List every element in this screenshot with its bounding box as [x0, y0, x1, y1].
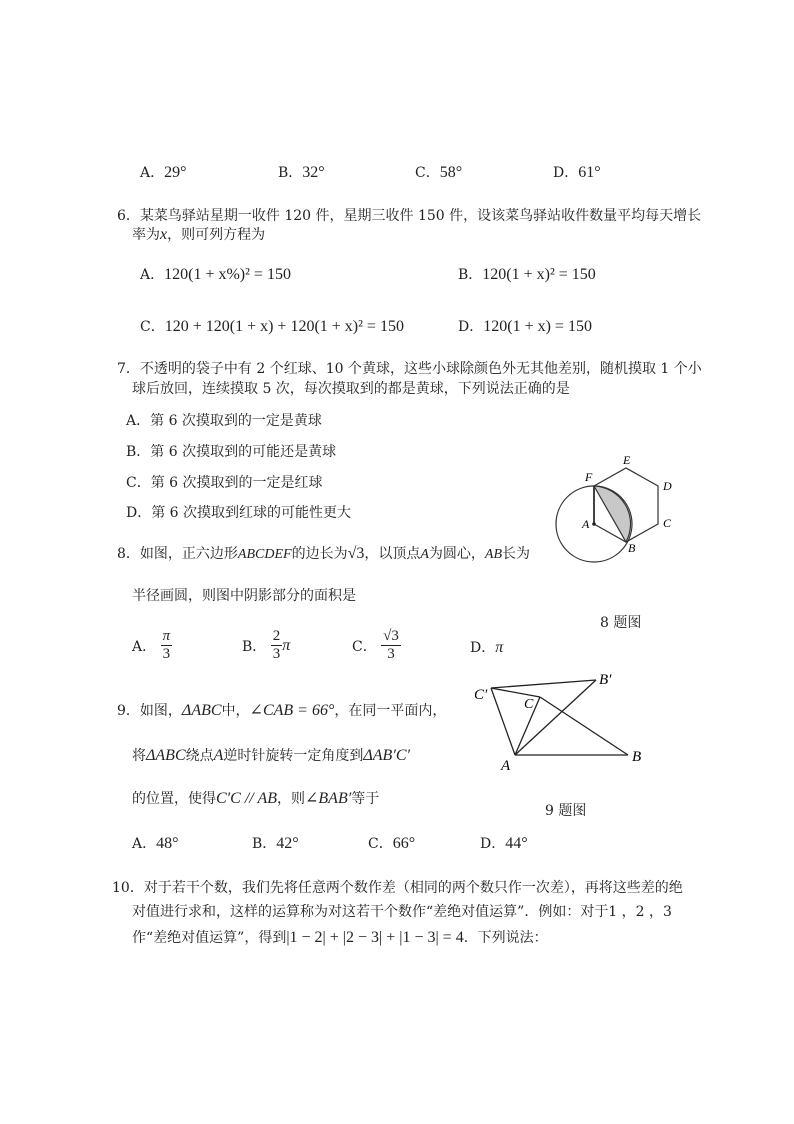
q9-segment-bc: [540, 697, 628, 755]
q8-option-d: D．π: [470, 639, 504, 656]
q6-stem-line2: 率为x，则可列方程为: [132, 226, 266, 243]
q9-stem-line2: 将ΔABC绕点A逆时针旋转一定角度到ΔAB′C′: [132, 747, 410, 764]
q8-stem-line1: 8．如图，正六边形ABCDEF的边长为√3，以顶点A为圆心，AB长为: [117, 545, 531, 562]
q8-label-c: C: [663, 516, 672, 530]
q8-option-b: B． $\frac{2}{3}$ π: [242, 628, 291, 663]
q6-option-c: C．120 + 120(1 + x) + 120(1 + x)² = 150: [140, 318, 404, 335]
q7-option-b: B．第 6 次摸取到的可能还是黄球: [126, 444, 337, 460]
q9-segment-abp: [515, 680, 596, 755]
q9-caption: 9 题图: [545, 803, 587, 819]
q7-option-c: C．第 6 次摸取到的一定是红球: [126, 475, 323, 491]
q5-option-b: B．32°: [278, 164, 325, 181]
q7-stem-line1: 7．不透明的袋子中有 2 个红球、10 个黄球，这些小球除颜色外无其他差别，随机摸取 1 个小: [117, 361, 702, 377]
q8-option-a: A． $\frac{\pi}{3}$: [132, 628, 171, 663]
q9-option-b: B．42°: [252, 835, 299, 852]
q7-stem-line2: 球后放回，连续摸取 5 次，每次摸取到的都是黄球，下列说法正确的是: [132, 381, 570, 397]
q9-label-cprime: C′: [474, 687, 488, 703]
q9-stem-line1: 9．如图，ΔABC中，∠CAB = 66°，在同一平面内，: [117, 702, 447, 719]
q8-label-a: A: [582, 517, 590, 531]
q8-label-e: E: [623, 453, 631, 467]
q8-caption: 8 题图: [600, 615, 642, 631]
q5-option-d: D．61°: [553, 164, 601, 181]
q8-label-d: D: [663, 479, 672, 493]
q6-stem-line1: 6．某菜鸟驿站星期一收件 120 件，星期三收件 150 件，设该菜鸟驿站收件数量平均每天增长: [117, 208, 702, 224]
q9-figure: [468, 668, 658, 780]
q9-label-c: C: [524, 697, 534, 712]
q6-option-a: A．120(1 + x%)² = 150: [140, 266, 291, 283]
q7-option-a: A．第 6 次摸取到的一定是黄球: [126, 413, 322, 429]
q9-stem-line3: 的位置，使得C′C // AB，则∠BAB′等于: [132, 790, 380, 807]
q10-stem-line2: 对值进行求和，这样的运算称为对这若干个数作“差绝对值运算”．例如：对于1 ，2 ，3: [132, 904, 672, 920]
q10-stem-line1: 10．对于若干个数，我们先将任意两个数作差（相同的两个数只作一次差），再将这些差的绝: [112, 880, 683, 896]
q7-option-d: D．第 6 次摸取到红球的可能性更大: [126, 505, 352, 521]
q10-stem-line3: 作“差绝对值运算”，得到|1 − 2| + |2 − 3| + |1 − 3| = 4．下列说法：: [132, 929, 548, 946]
q5-option-c: C．58°: [415, 164, 463, 181]
q9-segment-cpbp: [491, 680, 596, 688]
q9-option-a: A．48°: [132, 835, 179, 852]
q6-option-d: D．120(1 + x) = 150: [458, 318, 592, 335]
q9-label-a: A: [501, 758, 511, 774]
q8-stem-line2: 半径画圆，则图中阴影部分的面积是: [132, 588, 356, 604]
q9-label-bprime: B′: [599, 672, 612, 688]
q8-label-f: F: [585, 470, 593, 484]
q8-figure: [548, 452, 688, 612]
q6-option-b: B．120(1 + x)² = 150: [458, 266, 596, 283]
q9-option-c: C．66°: [368, 835, 416, 852]
q9-option-d: D．44°: [480, 835, 528, 852]
q9-segment-acp: [491, 688, 515, 755]
q9-segment-cpc: [491, 688, 540, 697]
q8-label-b: B: [628, 541, 636, 555]
q5-option-a: A．29°: [140, 164, 187, 181]
q8-center-point: [592, 522, 596, 526]
q8-option-c: C． $\frac{√3}{3}$: [352, 628, 399, 663]
q9-label-b: B: [632, 749, 642, 765]
